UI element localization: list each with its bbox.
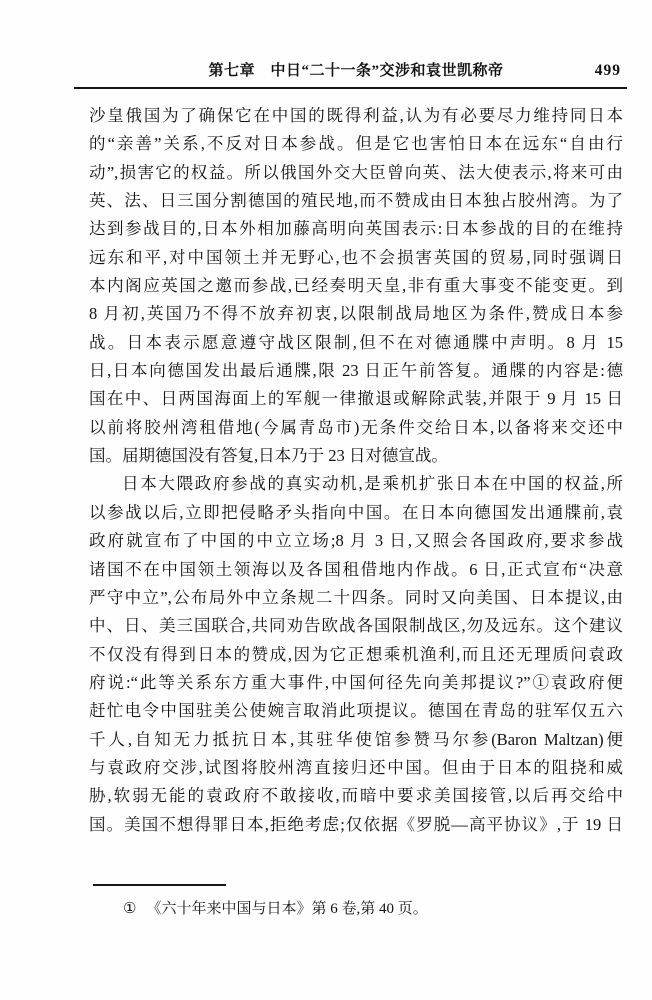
text-line: 诸国不在中国领土领海以及各国租借地内作战。6 日,正式宣布“决意: [89, 559, 623, 579]
text-line: 沙皇俄国为了确保它在中国的既得利益,认为有必要尽力维持同日本: [89, 106, 623, 125]
text-line: 千人,自知无力抵抗日本,其驻华使馆参赞马尔参(Baron Maltzan)便: [89, 729, 623, 749]
text-line: 本内阁应英国之邀而参战,已经奏明天皇,非有重大事变不能变更。到: [89, 276, 623, 296]
body-text: [89, 102, 623, 839]
text-line: 赶忙电令中国驻美公使婉言取消此项提议。德国在青岛的驻军仅五六: [89, 701, 623, 721]
text-line: 与袁政府交涉,试图将胶州湾直接归还中国。但由于日本的阻挠和威: [89, 757, 623, 777]
text-line: 8 月初,英国乃不得不放弃初衷,以限制战局地区为条件,赞成日本参: [89, 304, 623, 324]
text-line: 中、日、美三国联合,共同劝告欧战各国限制战区,勿及远东。这个建议: [89, 616, 623, 636]
text-line: 以前将胶州湾租借地(今属青岛市)无条件交给日本,以备将来交还中: [89, 417, 623, 437]
text-line: 远东和平,对中国领土并无野心,也不会损害英国的贸易,同时强调日: [89, 247, 623, 267]
text-line: 战。日本表示愿意遵守战区限制,但不在对德通牒中声明。8 月 15: [89, 332, 623, 352]
footnote: [123, 897, 623, 921]
text-line: 严守中立”,公布局外中立条规二十四条。同时又向美国、日本提议,由: [89, 587, 623, 607]
footnote-marker: ①: [123, 901, 137, 917]
text-line: 政府就宣布了中国的中立立场;8 月 3 日,又照会各国政府,要求参战: [89, 531, 623, 551]
footnote-text: 《六十年来中国与日本》第 6 卷,第 40 页。: [146, 901, 428, 917]
header-rule: [74, 87, 627, 89]
footnote-rule: [93, 884, 226, 886]
text-line: 动”,损害它的权益。所以俄国外交大臣曾向英、法大使表示,将来可由: [89, 162, 623, 182]
text-line: 的“亲善”关系,不反对日本参战。但是它也害怕日本在远东“自由行: [89, 134, 623, 154]
text-line: 日,日本向德国发出最后通牒,限 23 日正午前答复。通牒的内容是:德: [89, 361, 623, 381]
text-line: 达到参战目的,日本外相加藤高明向英国表示:日本参战的目的在维持: [89, 219, 623, 239]
text-line: 英、法、日三国分割德国的殖民地,而不赞成由日本独占胶州湾。为了: [89, 191, 623, 211]
text-line: 国。届期德国没有答复,日本乃于 23 日对德宣战。: [89, 446, 448, 466]
page-header: [89, 60, 623, 82]
text-line: 国在中、日两国海面上的军舰一律撤退或解除武装,并限于 9 月 15 日: [89, 389, 623, 409]
text-line: 日本大隈政府参战的真实动机,是乘机扩张日本在中国的权益,所: [122, 474, 623, 494]
text-line: 不仅没有得到日本的赞成,因为它正想乘机渔利,而且还无理质问袁政: [89, 644, 623, 664]
text-line: 以参战以后,立即把侵略矛头指向中国。在日本向德国发出通牒前,袁: [89, 502, 623, 522]
page-number: 499: [594, 62, 621, 79]
chapter-title: 第七章 中日“二十一条”交涉和袁世凯称帝: [208, 63, 504, 79]
text-line: 国。美国不想得罪日本,拒绝考虑;仅依据《罗脱—高平协议》,于 19 日: [89, 814, 623, 834]
text-line: 府说:“此等关系东方重大事件,中国何径先向美邦提议?”①袁政府便: [89, 672, 623, 692]
text-line: 胁,软弱无能的袁政府不敢接收,而暗中要求美国接管,以后再交给中: [89, 786, 623, 806]
